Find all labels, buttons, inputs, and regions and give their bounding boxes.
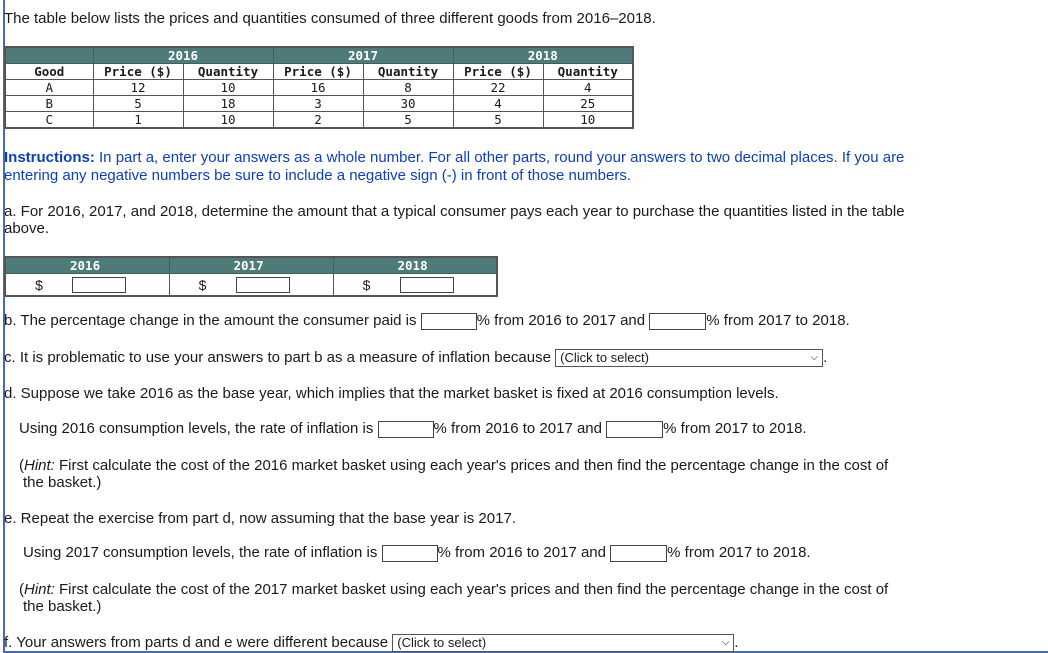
table-cell: 12 [93, 80, 183, 96]
part-e-intro: e. Repeat the exercise from part d, now assuming that the base year is 2017. [4, 510, 516, 527]
part-e-mid-text: % from 2016 to 2017 and [437, 544, 606, 561]
year-header [333, 257, 497, 274]
part-f-dropdown[interactable] [392, 634, 734, 652]
year-header [5, 257, 169, 274]
part-a-answer-table-wrapper [4, 256, 498, 297]
table-cell: 4 [543, 80, 633, 96]
part-d-post-text: % from 2017 to 2018. [663, 420, 807, 437]
hint-label: Hint: [24, 581, 55, 598]
pct-change-2016-2017-input[interactable] [421, 313, 477, 330]
year-header-row [5, 47, 633, 64]
year-header [169, 257, 333, 274]
table-cell: B [5, 96, 93, 112]
instructions-line-1 [4, 149, 904, 166]
hint-label: Hint: [24, 457, 55, 474]
column-header: Price ($) [453, 64, 543, 80]
instructions-text: In part a, enter your answers as a whole number. For all other parts, round your answers to two decimal places. If you are [94, 149, 905, 166]
table-cell: 5 [453, 112, 543, 129]
table-cell: 10 [183, 80, 273, 96]
table-cell: 10 [543, 112, 633, 129]
chevron-down-icon: ⌵ [721, 637, 730, 649]
inflation-2017-base-2016-2017-input[interactable] [382, 545, 438, 562]
table-cell: A [5, 80, 93, 96]
table-cell: 30 [363, 96, 453, 112]
part-e-hint-line-2: the basket.) [23, 598, 102, 615]
part-c-dropdown[interactable] [555, 349, 823, 367]
column-header: Price ($) [273, 64, 363, 80]
table-cell: 18 [183, 96, 273, 112]
table-cell: 2 [273, 112, 363, 129]
intro-text: The table below lists the prices and quantities consumed of three different goods from 2016–2018. [4, 10, 656, 27]
currency-symbol: $ [35, 276, 43, 293]
amount-2017-input[interactable] [236, 277, 290, 293]
currency-symbol: $ [198, 276, 207, 293]
column-header: Quantity [363, 64, 453, 80]
part-b-text: b. The percentage change in the amount the consumer paid is [4, 312, 417, 329]
year-label: 2018 [397, 258, 428, 273]
column-header: Quantity [543, 64, 633, 80]
table-cell: 16 [273, 80, 363, 96]
answer-cell [169, 274, 333, 297]
table-cell: 8 [363, 80, 453, 96]
year-header: 2016 [93, 47, 273, 64]
dropdown-label: (Click to select) [560, 350, 649, 366]
column-header-row [5, 64, 633, 80]
inflation-2016-base-2017-2018-input[interactable] [606, 421, 663, 438]
part-d-hint-line-2: the basket.) [23, 474, 102, 491]
part-e-text: Using 2017 consumption levels, the rate of inflation is [23, 544, 378, 561]
part-c-text: c. It is problematic to use your answers to part b as a measure of inflation because [4, 349, 551, 366]
table-cell: 22 [453, 80, 543, 96]
answer-cell [5, 274, 169, 297]
part-a-text-2: above. [4, 220, 50, 237]
table-row [5, 80, 633, 96]
part-e-post-text: % from 2017 to 2018. [667, 544, 811, 561]
pct-change-2017-2018-input[interactable] [649, 313, 706, 330]
table-cell: 25 [543, 96, 633, 112]
part-b-mid-text: % from 2016 to 2017 and [476, 312, 646, 329]
answer-cell [333, 274, 497, 297]
year-label: 2016 [70, 258, 101, 273]
column-header: Good [5, 64, 93, 80]
part-e-line [23, 544, 811, 562]
period: . [734, 634, 739, 651]
period: . [823, 349, 828, 366]
part-d-text: Using 2016 consumption levels, the rate of inflation is [19, 420, 374, 437]
year-header: 2018 [453, 47, 633, 64]
table-cell: 5 [93, 96, 183, 112]
table-cell: 5 [363, 112, 453, 129]
table-row [5, 112, 633, 129]
table-cell: 1 [93, 112, 183, 129]
price-table [4, 46, 634, 129]
blank-header-cell [5, 47, 93, 64]
table-cell: C [5, 112, 93, 129]
year-label: 2017 [233, 258, 264, 273]
part-d-hint-line-1: (Hint: First calculate the cost of the 2016 market basket using each year's prices and then find the percentage change in the cost of [19, 457, 889, 474]
column-header: Price ($) [93, 64, 183, 80]
part-d-intro: d. Suppose we take 2016 as the base year, which implies that the market basket is fixed at 2016 consumption levels. [4, 385, 779, 402]
part-f-text: f. Your answers from parts d and e were different because [4, 634, 389, 651]
table-cell: 10 [183, 112, 273, 129]
inflation-2016-base-2016-2017-input[interactable] [378, 421, 434, 438]
answer-input-row [5, 274, 497, 297]
table-row [5, 96, 633, 112]
part-e-hint-line-1: (Hint: First calculate the cost of the 2017 market basket using each year's prices and then find the percentage change in the cost of [19, 581, 889, 598]
amount-2018-input[interactable] [400, 277, 454, 293]
hint-text: First calculate the cost of the 2017 market basket using each year's prices and then find the percentage change in the cost of [54, 581, 889, 598]
part-f-line [4, 634, 738, 652]
part-d-line [19, 420, 807, 438]
year-header: 2017 [273, 47, 453, 64]
hint-text: First calculate the cost of the 2016 market basket using each year's prices and then find the percentage change in the cost of [54, 457, 889, 474]
inflation-2017-base-2017-2018-input[interactable] [610, 545, 667, 562]
answer-year-header-row [5, 257, 497, 274]
price-table-wrapper [4, 46, 634, 129]
part-b-post-text: % from 2017 to 2018. [706, 312, 850, 329]
instructions-label: Instructions: [4, 149, 95, 166]
column-header: Quantity [183, 64, 273, 80]
part-b-line [4, 312, 850, 330]
part-c-line [4, 349, 827, 367]
dropdown-label: (Click to select) [397, 635, 487, 651]
table-cell: 4 [453, 96, 543, 112]
currency-symbol: $ [362, 276, 371, 293]
chevron-down-icon: ⌵ [810, 352, 819, 364]
part-d-mid-text: % from 2016 to 2017 and [433, 420, 602, 437]
amount-2016-input[interactable] [72, 277, 126, 293]
part-a-answer-table [4, 256, 498, 297]
table-cell: 3 [273, 96, 363, 112]
instructions-line-2: entering any negative numbers be sure to include a negative sign (-) in front of those numbers. [4, 167, 632, 184]
part-a-text-1: a. For 2016, 2017, and 2018, determine the amount that a typical consumer pays each year to purchase the quantities listed in the table [4, 203, 905, 220]
